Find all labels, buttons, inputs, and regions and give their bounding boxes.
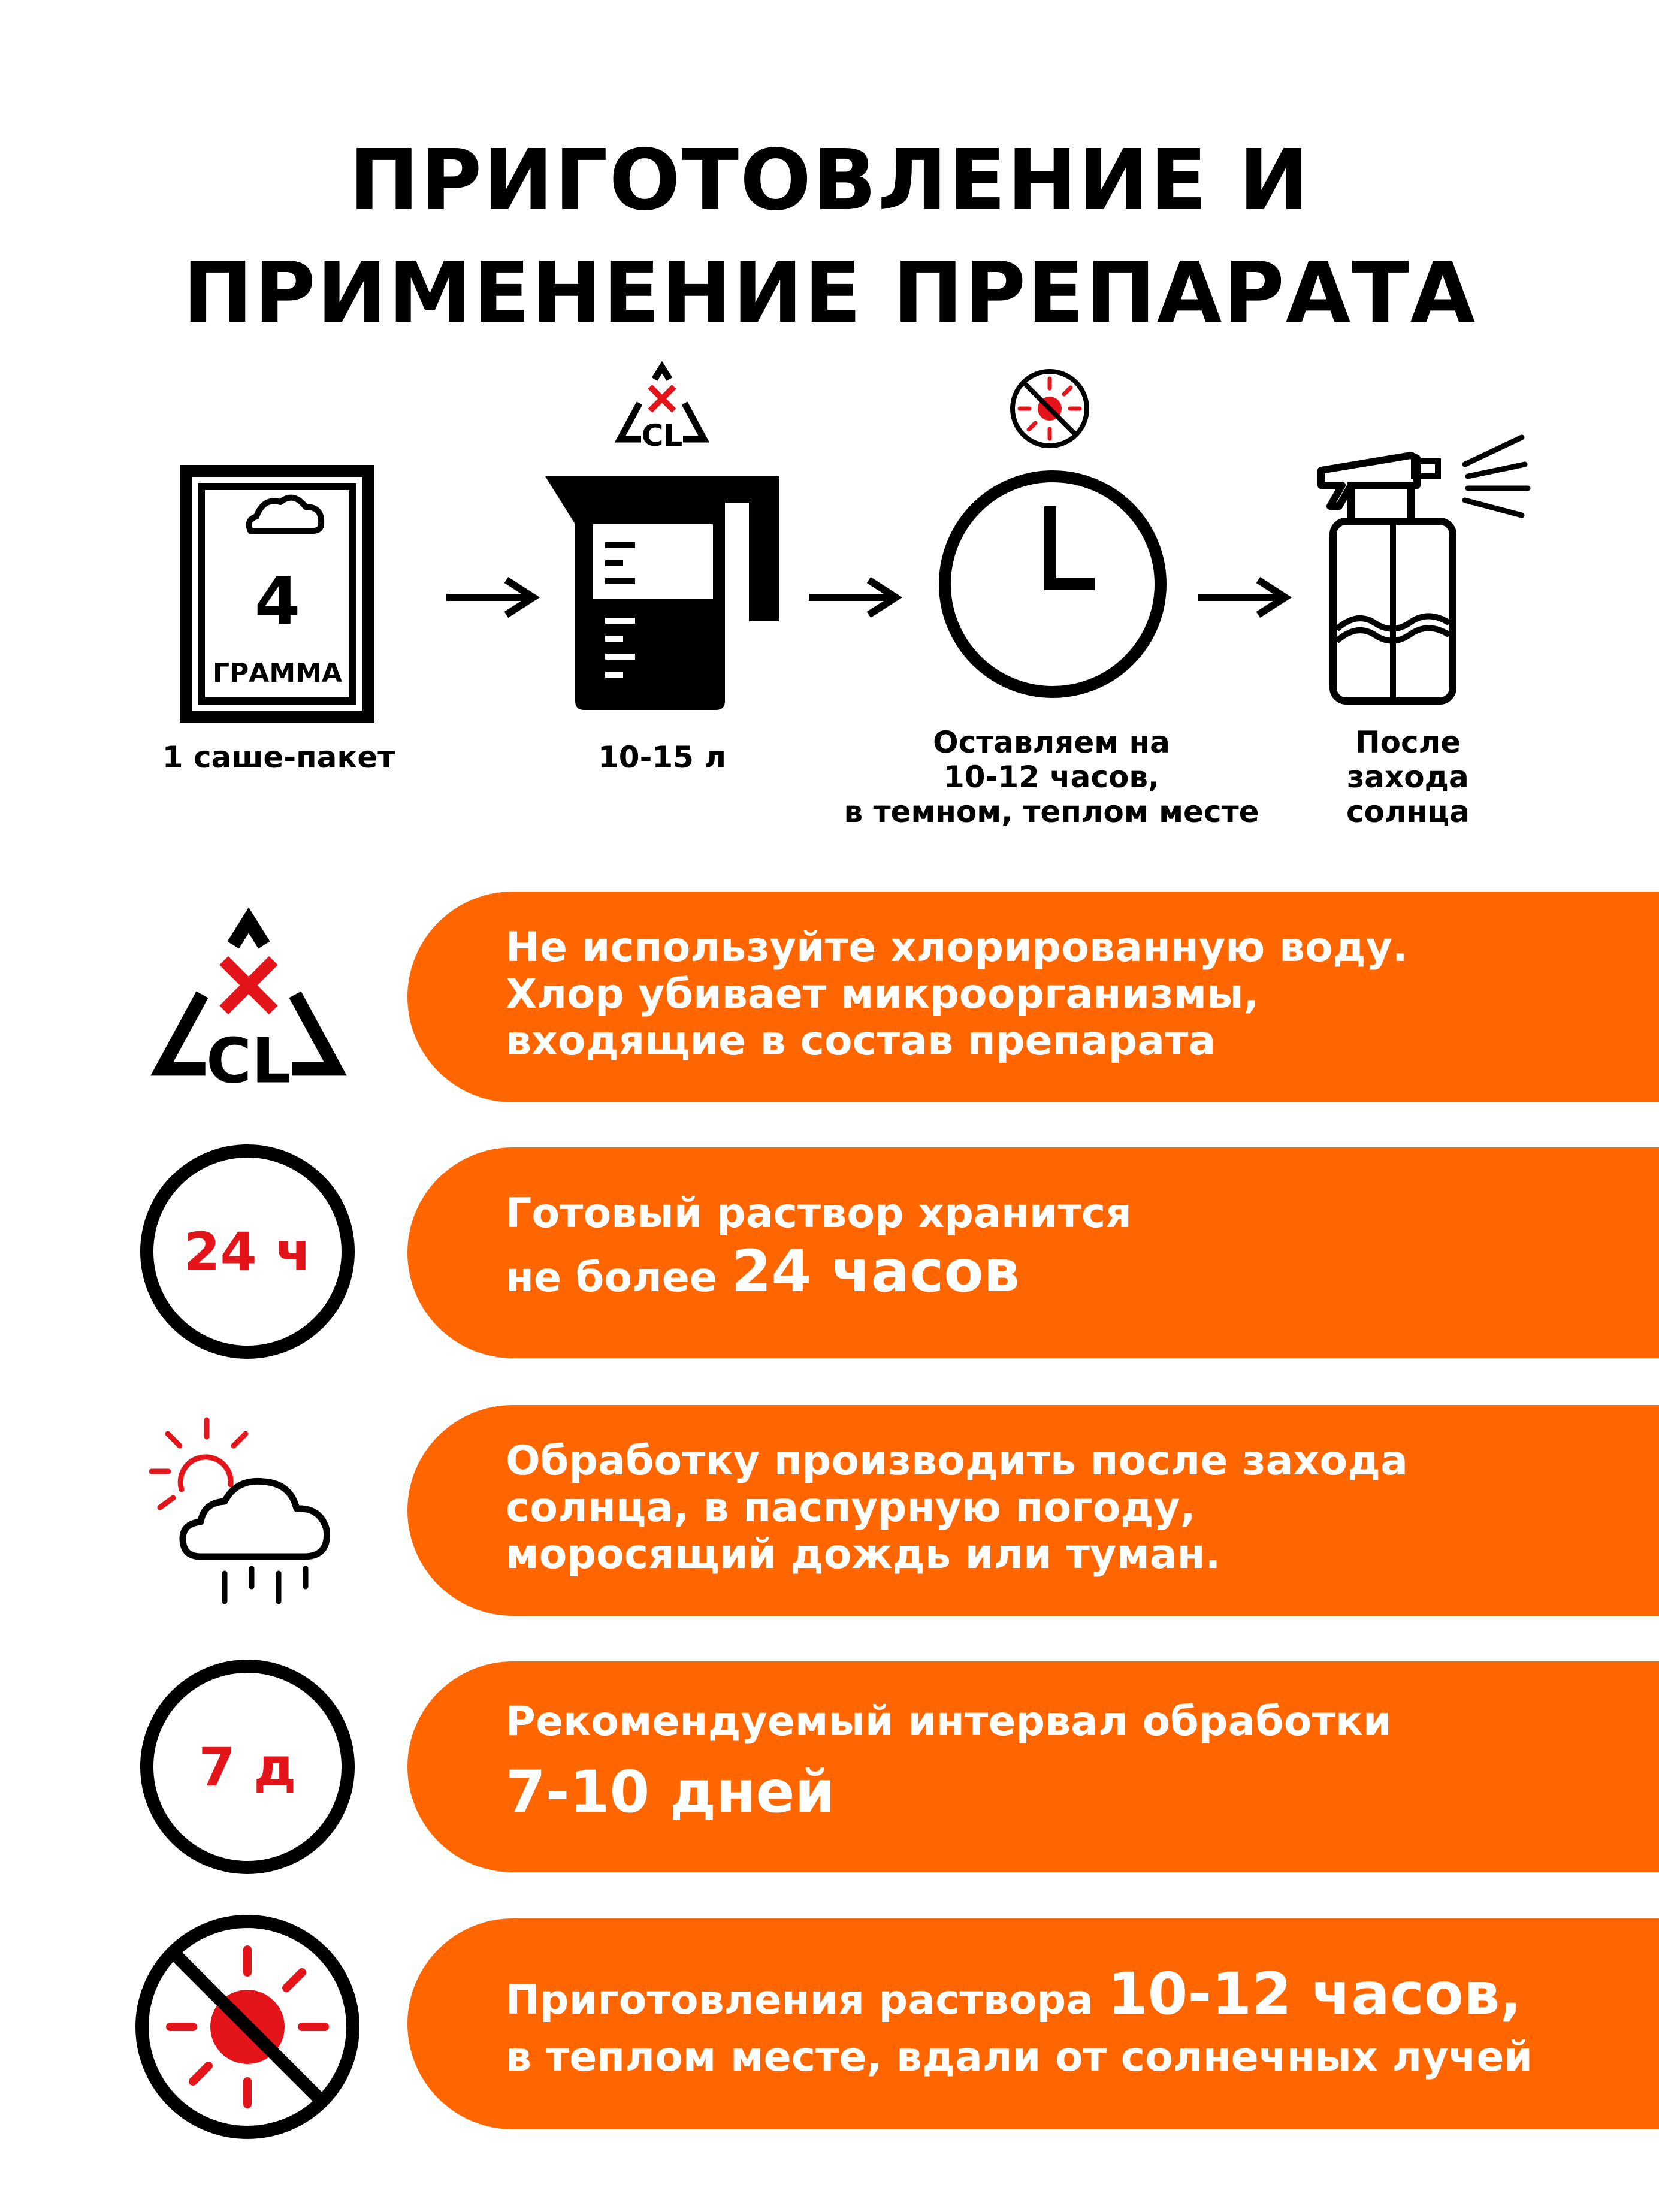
step-4-label-line-1: После — [1355, 725, 1461, 760]
arrow-right-icon — [446, 576, 542, 618]
tip-band-preparation — [407, 1918, 1659, 2129]
arrow-right-icon — [809, 576, 905, 618]
tip-4-emphasis: 7-10 дней — [506, 1758, 835, 1826]
tip-5-line-1-prefix: Приготовления раствора — [506, 1977, 1108, 2024]
page-title-line-2: ПРИМЕНЕНИЕ ПРЕПАРАТА — [182, 244, 1477, 342]
tip-band-interval — [407, 1661, 1659, 1872]
step-3-label-line-3: в темном, теплом месте — [844, 794, 1259, 829]
tip-3-line-1: Обработку производить после захода — [506, 1437, 1408, 1485]
no-chlorine-icon — [150, 902, 347, 1098]
step-3-label — [803, 725, 1300, 829]
sachet-unit: ГРАММА — [213, 658, 342, 688]
tip-2-emphasis: 24 часов — [731, 1238, 1020, 1305]
step-4-label-line-2: захода — [1347, 760, 1469, 794]
spray-bottle-icon — [1315, 431, 1531, 707]
page-title-line-1: ПРИГОТОВЛЕНИЕ И — [349, 132, 1310, 229]
arrow-right-icon — [1198, 576, 1294, 618]
tip-1-line-3: входящие в состав препарата — [506, 1017, 1216, 1065]
tip-1-line-1: Не используйте хлорированную воду. — [506, 924, 1408, 971]
no-sun-icon — [133, 1912, 362, 2141]
tip-1-line-2: Хлор убивает микроорганизмы, — [506, 971, 1259, 1018]
sachet-number: 4 — [254, 563, 301, 639]
tip-band-weather — [407, 1405, 1659, 1616]
tip-5-line-2: в теплом месте, вдали от солнечных лучей — [506, 2033, 1533, 2081]
chlorine-symbol: CL — [206, 1025, 291, 1098]
no-chlorine-icon — [617, 358, 707, 453]
step-3-label-line-1: Оставляем на — [933, 725, 1170, 760]
clock-icon — [939, 470, 1167, 698]
sun-cloud-rain-icon — [147, 1407, 345, 1610]
tip-2-line-1: Готовый раствор хранится — [506, 1190, 1132, 1237]
tip-4-line-1: Рекомендуемый интервал обработки — [506, 1698, 1392, 1745]
circle-7d-icon — [139, 1658, 356, 1875]
tip-3-line-3: моросящий дождь или туман. — [506, 1531, 1221, 1578]
tip-band-chlorine — [407, 892, 1659, 1102]
step-2-label: 10-15 л — [598, 740, 726, 775]
circle-7d-text: 7 д — [198, 1736, 297, 1798]
step-4-label-line-3: солнца — [1346, 794, 1470, 829]
step-1-label: 1 саше-пакет — [162, 740, 395, 775]
tip-2-line-2 — [506, 1238, 1635, 1305]
circle-24h-text: 24 ч — [183, 1221, 312, 1283]
tip-2-line-2-prefix: не более — [506, 1254, 732, 1301]
tip-5-emphasis: 10-12 часов, — [1107, 1960, 1522, 2027]
tip-5-line-1 — [506, 1960, 1635, 2030]
circle-24h-icon — [139, 1143, 356, 1360]
step-4-label — [1276, 725, 1540, 829]
tip-band-storage — [407, 1147, 1659, 1358]
step-3-label-line-2: 10-12 часов, — [943, 760, 1159, 794]
sachet-icon — [180, 465, 374, 723]
tip-3-line-2: солнца, в паспурную погоду, — [506, 1484, 1196, 1531]
measuring-jug-icon — [545, 476, 779, 713]
chlorine-symbol: CL — [641, 418, 683, 453]
no-sun-icon — [1008, 367, 1092, 451]
